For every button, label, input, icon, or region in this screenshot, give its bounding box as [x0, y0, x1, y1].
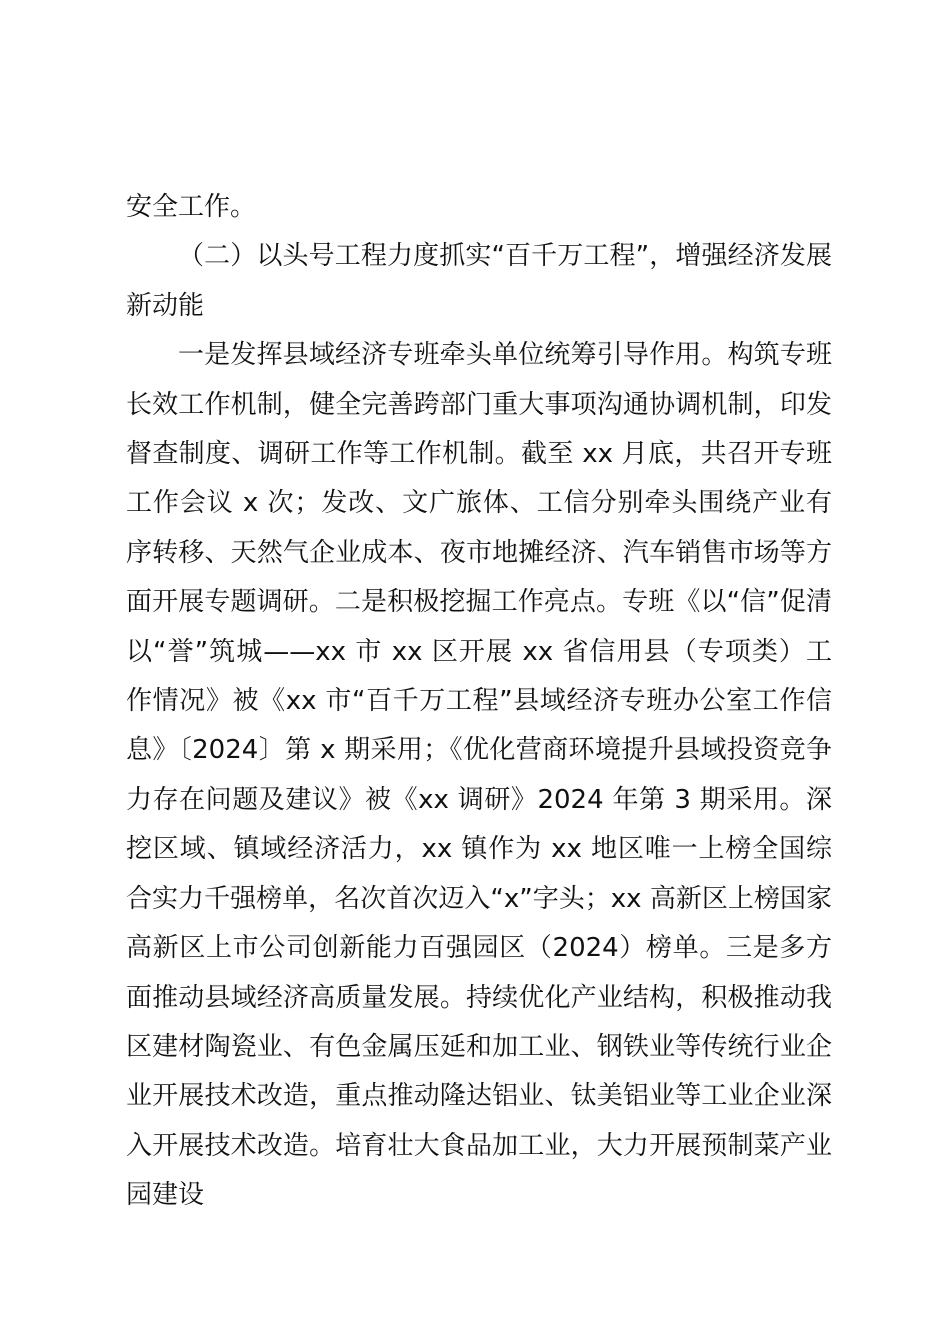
- document-body: [126, 183, 832, 1221]
- section-heading: （二）以头号工程力度抓实“百千万工程”，增强经济发展新动能: [126, 241, 832, 321]
- paragraph-continuation: 安全工作。: [126, 192, 257, 222]
- paragraph-body: 一是发挥县域经济专班牵头单位统筹引导作用。构筑专班长效工作机制，健全完善跨部门重大事项沟通协调机制，印发督查制度、调研工作等工作机制。截至 xx 月底，共召开专班工作会议 x 次；发改、文广旅体、工信分别牵头围绕产业有序转移、天然气企业成本、夜市地摊经济、汽车销售市场等方面开展专题调研。二是积极挖掘工作亮点。专班《以“信”促清以“誉”筑城——xx 市 xx 区开展 xx 省信用县（专项类）工作情况》被《xx 市“百千万工程”县域经济专班办公室工作信息》〔2024〕第 x 期采用；《优化营商环境提升县域投资竞争力存在问题及建议》被《xx 调研》2024 年第 3 期采用。深挖区域、镇域经济活力，xx 镇作为 xx 地区唯一上榜全国综合实力千强榜单，名次首次迈入“x”字头；xx 高新区上榜国家高新区上市公司创新能力百强园区（2024）榜单。三是多方面推动县域经济高质量发展。持续优化产业结构，积极推动我区建材陶瓷业、有色金属压延和加工业、钢铁业等传统行业企业开展技术改造，重点推动隆达铝业、钛美铝业等工业企业深入开展技术改造。培育壮大食品加工业，大力开展预制菜产业园建设: [126, 340, 832, 1211]
